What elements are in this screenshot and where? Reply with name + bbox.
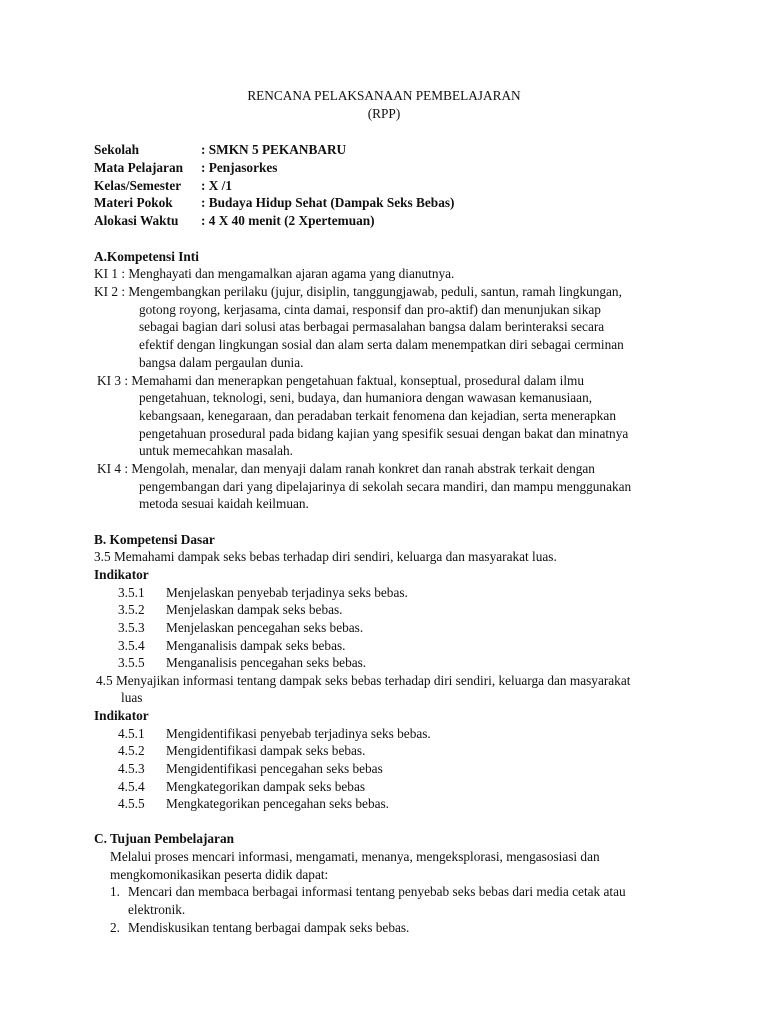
indikator-label: Indikator xyxy=(94,567,149,582)
tujuan-intro-line: Melalui proses mencari informasi, mengamati, menanya, mengeksplorasi, mengasosiasi dan xyxy=(110,849,600,864)
tujuan-item-number: 1. xyxy=(110,884,120,899)
ki4-line: metoda sesuai kaidah keilmuan. xyxy=(139,496,309,511)
ki2-line: sebagai bagian dari solusi atas berbagai permasalahan bangsa dalam berinteraksi secara xyxy=(139,319,605,334)
indicator-number: 3.5.4 xyxy=(118,638,145,653)
indicator-text: Mengidentifikasi penyebab terjadinya seks bebas. xyxy=(166,726,431,741)
identity-label: Kelas/Semester xyxy=(94,178,182,193)
ki4-line: pengembangan dari yang dipelajarinya di sekolah secara mandiri, dan mampu menggunakan xyxy=(139,479,632,494)
ki2-line: efektif dengan lingkungan sosial dan alam serta dalam menempatkan diri sebagai cerminan xyxy=(139,337,624,352)
indicator-text: Menjelaskan dampak seks bebas. xyxy=(166,602,343,617)
section-heading-kompetensi-inti: A.Kompetensi Inti xyxy=(94,249,199,264)
tujuan-intro-line: mengkomonikasikan peserta didik dapat: xyxy=(110,867,329,882)
identity-label: Sekolah xyxy=(94,142,140,157)
ki4-first-line: KI 4 : Mengolah, menalar, dan menyaji dalam ranah konkret dan ranah abstrak terkait dengan xyxy=(97,461,595,476)
identity-value: : X /1 xyxy=(201,178,233,193)
ki2-line: gotong royong, kerjasama, cinta damai, responsif dan pro-aktif) dan menunjukan sikap xyxy=(139,302,601,317)
ki3-line: pengetahuan prosedural pada bidang kajian yang spesifik sesuai dengan bakat dan minatnya xyxy=(139,426,629,441)
ki3-line: pengetahuan, teknologi, seni, budaya, dan humaniora dengan wawasan kemanusiaan, xyxy=(139,390,593,405)
indicator-number: 4.5.5 xyxy=(118,796,145,811)
indicator-text: Menganalisis pencegahan seks bebas. xyxy=(166,655,367,670)
indicator-number: 4.5.1 xyxy=(118,726,145,741)
section-heading-tujuan: C. Tujuan Pembelajaran xyxy=(94,831,235,846)
kd-3-5-text: 3.5 Memahami dampak seks bebas terhadap diri sendiri, keluarga dan masyarakat luas. xyxy=(94,549,557,564)
indicator-text: Menjelaskan pencegahan seks bebas. xyxy=(166,620,364,635)
indicator-text: Menjelaskan penyebab terjadinya seks bebas. xyxy=(166,585,408,600)
identity-label: Mata Pelajaran xyxy=(94,160,183,175)
document-subtitle: (RPP) xyxy=(367,106,401,121)
ki3-line: untuk memecahkan masalah. xyxy=(139,443,293,458)
kd-4-5-text: 4.5 Menyajikan informasi tentang dampak seks bebas terhadap diri sendiri, keluarga dan masyarakat xyxy=(96,673,631,688)
indicator-number: 3.5.1 xyxy=(118,585,145,600)
indicator-text: Menganalisis dampak seks bebas. xyxy=(166,638,346,653)
indicator-number: 4.5.3 xyxy=(118,761,145,776)
ki2-first-line: KI 2 : Mengembangkan perilaku (jujur, disiplin, tanggungjawab, peduli, santun, ramah lingkungan, xyxy=(94,284,622,299)
indikator-label: Indikator xyxy=(94,708,149,723)
tujuan-item-text: Mencari dan membaca berbagai informasi tentang penyebab seks bebas dari media cetak atau xyxy=(128,884,626,899)
identity-label: Materi Pokok xyxy=(94,195,173,210)
indicator-number: 3.5.3 xyxy=(118,620,145,635)
tujuan-item-text: Mendiskusikan tentang berbagai dampak seks bebas. xyxy=(128,920,410,935)
tujuan-item-number: 2. xyxy=(110,920,120,935)
document-title: RENCANA PELAKSANAAN PEMBELAJARAN xyxy=(247,88,521,103)
ki2-line: bangsa dalam pergaulan dunia. xyxy=(139,355,304,370)
identity-value: : Budaya Hidup Sehat (Dampak Seks Bebas) xyxy=(201,195,455,210)
ki1-text: KI 1 : Menghayati dan mengamalkan ajaran agama yang dianutnya. xyxy=(94,266,455,281)
indicator-text: Mengidentifikasi pencegahan seks bebas xyxy=(166,761,383,776)
indicator-number: 4.5.4 xyxy=(118,779,145,794)
identity-value: : SMKN 5 PEKANBARU xyxy=(201,142,347,157)
indicator-number: 4.5.2 xyxy=(118,743,145,758)
ki3-line: kebangsaan, kenegaraan, dan peradaban terkait fenomena dan kejadian, serta menerapkan xyxy=(139,408,616,423)
indicator-text: Mengkategorikan pencegahan seks bebas. xyxy=(166,796,390,811)
tujuan-item-continuation: elektronik. xyxy=(128,902,186,917)
indicator-number: 3.5.5 xyxy=(118,655,145,670)
identity-value: : 4 X 40 menit (2 Xpertemuan) xyxy=(201,213,375,228)
identity-label: Alokasi Waktu xyxy=(94,213,179,228)
section-heading-kompetensi-dasar: B. Kompetensi Dasar xyxy=(94,532,215,547)
ki3-first-line: KI 3 : Memahami dan menerapkan pengetahuan faktual, konseptual, prosedural dalam ilmu xyxy=(97,373,585,388)
indicator-number: 3.5.2 xyxy=(118,602,145,617)
indicator-text: Mengidentifikasi dampak seks bebas. xyxy=(166,743,366,758)
identity-value: : Penjasorkes xyxy=(201,160,278,175)
kd-4-5-continuation: luas xyxy=(121,690,143,705)
indicator-text: Mengkategorikan dampak seks bebas xyxy=(166,779,366,794)
